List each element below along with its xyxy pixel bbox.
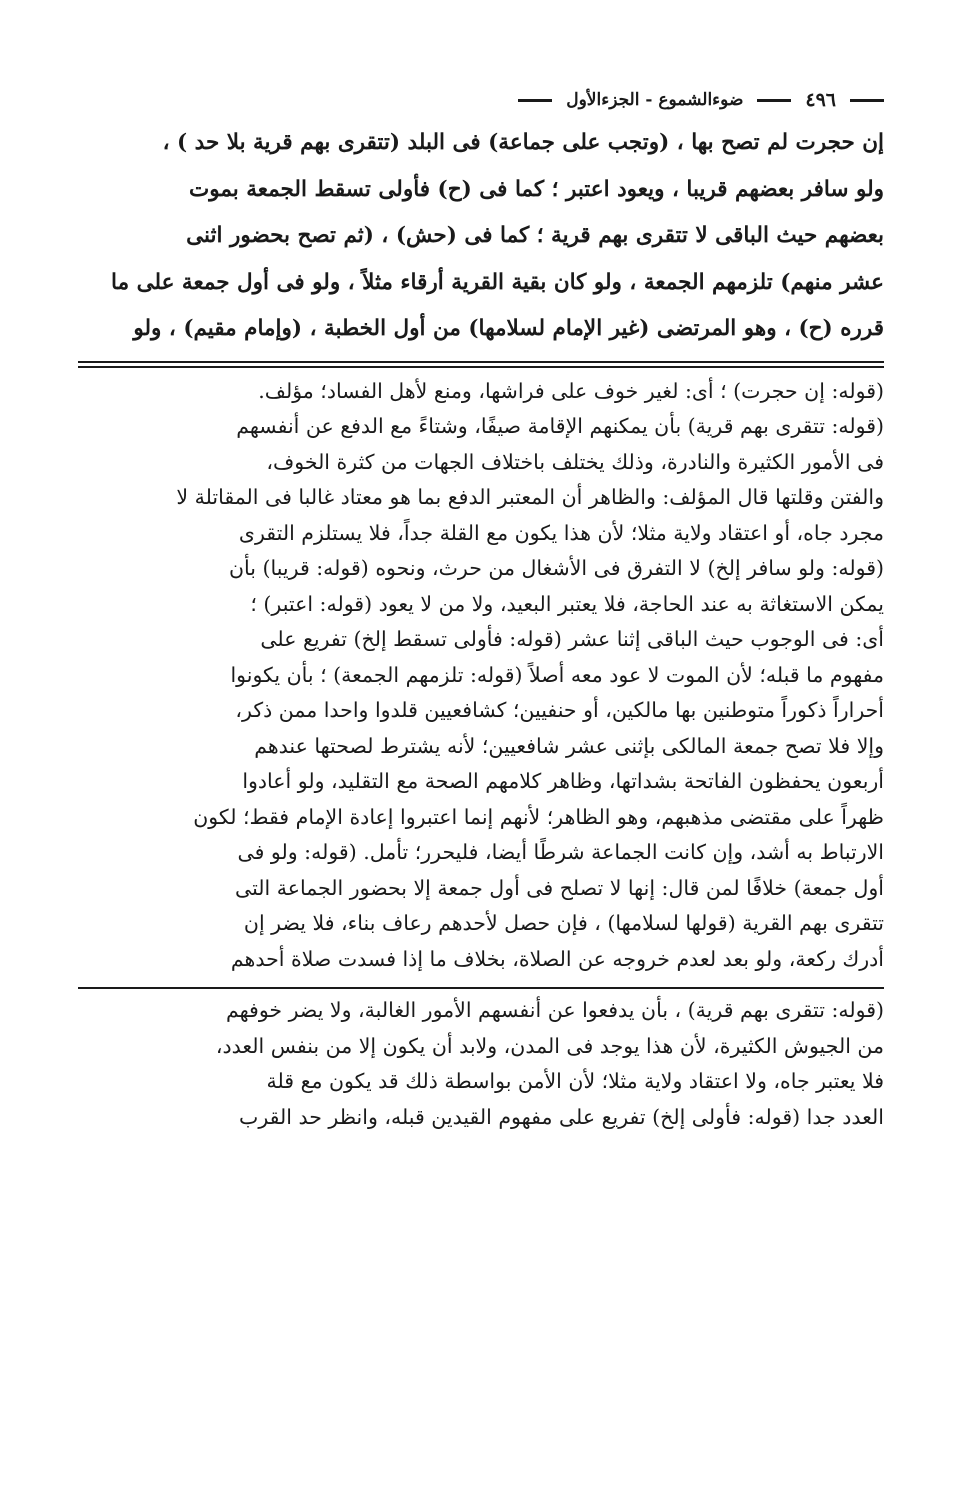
- commentary: [78, 374, 884, 978]
- sub-commentary-line: العدد جدا (قوله: فأولى إلخ) تفريع على مفهوم القيدين قبله، وانظر حد القرب: [239, 1104, 884, 1129]
- main-text: [78, 120, 884, 353]
- commentary-line: (قوله: إن حجرت) ؛ أى: لغير خوف على فراشها، ومنع لأهل الفساد؛ مؤلف.: [258, 378, 884, 403]
- running-title: ضوءالشموع - الجزءالأول: [566, 90, 744, 110]
- commentary-line: والفتن وقلتها قال المؤلف: والظاهر أن المعتبر الدفع بما هو معتاد غالبا فى المقاتلة لا: [176, 485, 884, 509]
- commentary-line: مفهوم ما قبله؛ لأن الموت لا عود معه أصلاً (قوله: تلزمهم الجمعة) ؛ بأن يكونوا: [230, 662, 884, 687]
- commentary-line: تتقرى بهم القرية (قولها لسلامها) ، فإن حصل لأحدهم رعاف بناء، فلا يضر إن: [243, 911, 884, 935]
- commentary-line: أول جمعة) خلافًا لمن قال: إنها لا تصلح فى أول جمعة إلا بحضور الجماعة التى: [235, 875, 884, 900]
- commentary-line: أربعون يحفظون الفاتحة بشداتها، وظاهر كلامهم الصحة مع التقليد، ولو أعادوا: [242, 769, 884, 793]
- header-dash-right: [850, 99, 884, 102]
- header-dash-middle: [757, 99, 791, 102]
- sub-commentary-line: (قوله: تتقرى بهم قرية) ، بأن يدفعوا عن أنفسهم الأمور الغالبة، ولا يضر خوفهم: [225, 998, 884, 1022]
- commentary-line: أدرك ركعة، ولو بعد لعدم خروجه عن الصلاة، بخلاف ما إذا فسدت صلاة أحدهم: [230, 946, 884, 971]
- commentary-line: وإلا فلا تصح جمعة المالكى بإثنى عشر شافعيين؛ لأنه يشترط لصحتها عندهم: [254, 733, 884, 758]
- book-page: [78, 80, 884, 1135]
- main-text-line: إن حجرت لم تصح بها ، (وتجب على جماعة) فى البلد (تتقرى بهم قرية بلا حد ) ،: [162, 130, 884, 155]
- footnote-divider: [78, 987, 884, 989]
- commentary-line: ظهراً على مقتضى مذهبهم، وهو الظاهر؛ لأنهم إنما اعتبروا إعادة الإمام فقط؛ لكون: [193, 804, 884, 829]
- commentary-line: أى: فى الوجوب حيث الباقى إثنا عشر (قوله: فأولى تسقط إلخ) تفريع على: [260, 627, 884, 651]
- page-header: [78, 80, 884, 120]
- sub-commentary-line: فلا يعتبر جاه، ولا اعتقاد ولاية مثلا؛ لأن الأمن بواسطة ذلك قد يكون مع قلة: [266, 1069, 884, 1093]
- commentary-line: الارتباط به أشد، وإن كانت الجماعة شرطًا أيضا، فليحرر؛ تأمل. (قوله: ولو فى: [237, 840, 884, 864]
- page-number: ٤٩٦: [805, 89, 836, 111]
- commentary-line: أحراراً ذكوراً متوطنين بها مالكين، أو حنفيين؛ كشافعيين قلدوا واحدا ممن ذكر،: [235, 698, 884, 722]
- sub-commentary: [78, 993, 884, 1135]
- header-dash-left: [518, 99, 552, 102]
- commentary-line: مجرد جاه، أو اعتقاد ولاية مثلا؛ لأن هذا يكون مع القلة جداً، فلا يستلزم التقرى: [238, 520, 884, 545]
- main-text-line: قرره (ح) ، وهو المرتضى (غير الإمام لسلامها) من أول الخطبة ، (وإمام مقيم) ، ولو: [133, 316, 884, 341]
- commentary-line: (قوله: ولو سافر إلخ) لا التفرق فى الأشغال من حرث، ونحوه (قوله: قريبا) بأن: [228, 556, 884, 580]
- main-text-line: عشر منهم) تلزمهم الجمعة ، ولو كان بقية القرية أرقاء مثلاً ، ولو فى أول جمعة على ما: [111, 269, 884, 295]
- double-divider: [78, 361, 884, 368]
- commentary-line: يمكن الاستغاثة به عند الحاجة، فلا يعتبر البعيد، ولا من لا يعود (قوله: اعتبر) ؛: [250, 591, 884, 616]
- commentary-line: (قوله: تتقرى بهم قرية) بأن يمكنهم الإقامة صيفًا، وشتاءً مع الدفع عن أنفسهم: [236, 414, 884, 438]
- sub-commentary-line: من الجيوش الكثيرة، لأن هذا يوجد فى المدن، ولابد أن يكون إلا من بنفس العدد،: [215, 1033, 884, 1058]
- main-text-line: بعضهم حيث الباقى لا تتقرى بهم قرية ؛ كما فى (حش) ، (ثم تصح بحضور اثنى: [186, 223, 884, 248]
- main-text-line: ولو سافر بعضهم قريبا ، ويعود اعتبر ؛ كما فى (ح) فأولى تسقط الجمعة بموت: [188, 176, 884, 202]
- commentary-line: فى الأمور الكثيرة والنادرة، وذلك يختلف باختلاف الجهات من كثرة الخوف،: [266, 449, 884, 474]
